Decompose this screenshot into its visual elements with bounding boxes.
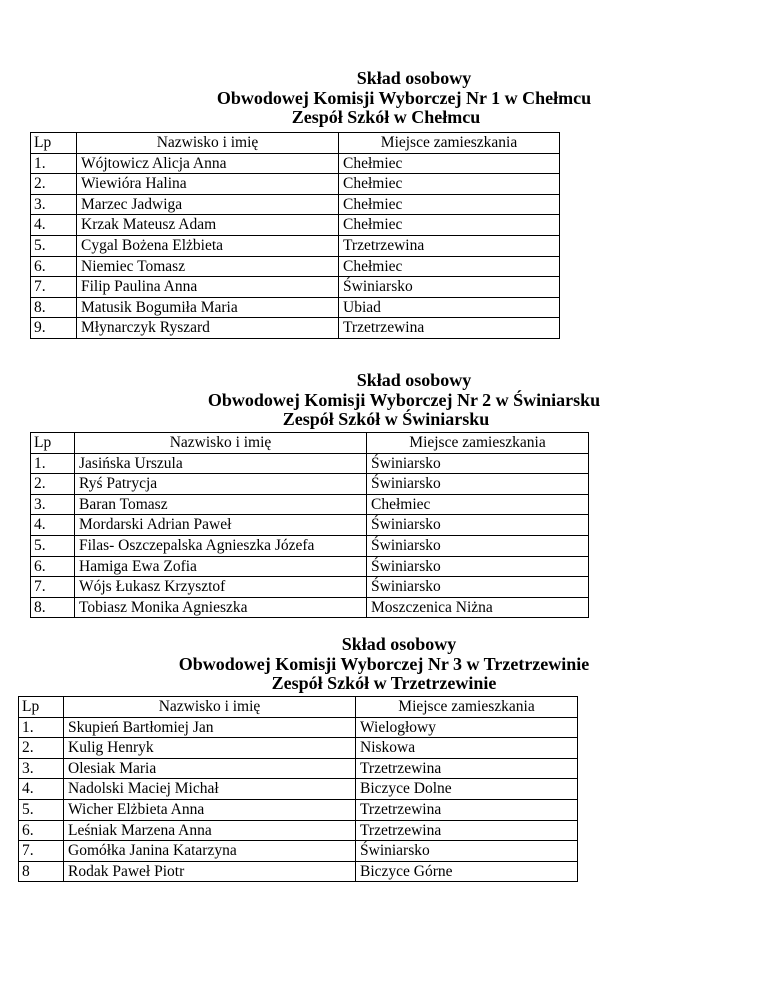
member-name: Tobiasz Monika Agnieszka [75,597,367,618]
row-number: 5. [31,535,75,556]
table-row [31,474,589,495]
table-row [31,318,560,339]
member-residence: Chełmiec [339,215,560,236]
table-row [19,717,578,738]
table-row [31,277,560,298]
row-number: 5. [31,235,77,256]
member-name: Hamiga Ewa Zofia [75,556,367,577]
member-residence: Trzetrzewina [356,758,578,779]
member-name: Rodak Paweł Piotr [64,861,356,882]
table-header-row [31,133,560,154]
column-header-lp: Lp [19,697,64,718]
table-row [31,494,589,515]
member-name: Kulig Henryk [64,738,356,759]
row-number: 6. [31,556,75,577]
member-residence: Trzetrzewina [339,235,560,256]
member-name: Baran Tomasz [75,494,367,515]
row-number: 8. [31,597,75,618]
section-school: Zespół Szkół w Świniarsku [282,409,490,429]
table-row [31,535,589,556]
row-number: 4. [31,215,77,236]
row-number: 8. [31,297,77,318]
row-number: 8 [19,861,64,882]
member-name: Skupień Bartłomiej Jan [64,717,356,738]
member-name: Młynarczyk Ryszard [77,318,339,339]
member-residence: Świniarsko [367,556,589,577]
table-row [31,453,589,474]
column-header-place: Miejsce zamieszkania [356,697,578,718]
column-header-place: Miejsce zamieszkania [339,133,560,154]
table-row [31,556,589,577]
row-number: 6. [19,820,64,841]
member-name: Cygal Bożena Elżbieta [77,235,339,256]
column-header-lp: Lp [31,433,75,454]
table-row [19,779,578,800]
member-name: Wicher Elżbieta Anna [64,799,356,820]
row-number: 4. [19,779,64,800]
table-row [19,861,578,882]
member-residence: Świniarsko [367,453,589,474]
table-row [31,215,560,236]
table-header-row [31,433,589,454]
member-residence: Ubiad [339,297,560,318]
row-number: 7. [31,277,77,298]
table-row [31,597,589,618]
row-number: 9. [31,318,77,339]
table-row [19,841,578,862]
member-residence: Świniarsko [356,841,578,862]
row-number: 4. [31,515,75,536]
row-number: 1. [19,717,64,738]
column-header-name: Nazwisko i imię [64,697,356,718]
section-title: Skład osobowy [341,634,457,654]
row-number: 3. [19,758,64,779]
section-heading [0,634,768,693]
row-number: 7. [31,577,75,598]
table-row [31,515,589,536]
member-residence: Chełmiec [339,174,560,195]
table-row [31,577,589,598]
section-subtitle: Obwodowej Komisji Wyborczej Nr 1 w Chełmcu [216,88,592,108]
section-school: Zespół Szkół w Trzetrzewinie [271,673,497,693]
member-name: Jasińska Urszula [75,453,367,474]
column-header-name: Nazwisko i imię [77,133,339,154]
section-title: Skład osobowy [356,370,472,390]
row-number: 3. [31,494,75,515]
table-row [31,297,560,318]
members-table [30,132,560,339]
member-name: Leśniak Marzena Anna [64,820,356,841]
member-residence: Biczyce Górne [356,861,578,882]
member-residence: Moszczenica Niżna [367,597,589,618]
column-header-lp: Lp [31,133,77,154]
table-row [31,153,560,174]
member-residence: Świniarsko [367,474,589,495]
member-residence: Wielogłowy [356,717,578,738]
member-name: Niemiec Tomasz [77,256,339,277]
member-name: Wójtowicz Alicja Anna [77,153,339,174]
member-residence: Trzetrzewina [356,820,578,841]
table-row [19,799,578,820]
member-name: Marzec Jadwiga [77,194,339,215]
row-number: 1. [31,153,77,174]
member-residence: Chełmiec [339,153,560,174]
row-number: 2. [19,738,64,759]
member-residence: Trzetrzewina [356,799,578,820]
member-residence: Chełmiec [367,494,589,515]
member-name: Gomółka Janina Katarzyna [64,841,356,862]
section-title: Skład osobowy [356,68,472,88]
member-name: Filas- Oszczepalska Agnieszka Józefa [75,535,367,556]
column-header-place: Miejsce zamieszkania [367,433,589,454]
row-number: 3. [31,194,77,215]
member-name: Filip Paulina Anna [77,277,339,298]
member-name: Krzak Mateusz Adam [77,215,339,236]
column-header-name: Nazwisko i imię [75,433,367,454]
member-residence: Trzetrzewina [339,318,560,339]
row-number: 7. [19,841,64,862]
table-header-row [19,697,578,718]
table-row [19,738,578,759]
section-heading [0,68,768,127]
member-name: Matusik Bogumiła Maria [77,297,339,318]
row-number: 5. [19,799,64,820]
section-subtitle: Obwodowej Komisji Wyborczej Nr 3 w Trzetrzewinie [178,654,590,674]
member-name: Wiewióra Halina [77,174,339,195]
table-row [31,256,560,277]
table-row [19,820,578,841]
row-number: 6. [31,256,77,277]
member-name: Olesiak Maria [64,758,356,779]
member-name: Wójs Łukasz Krzysztof [75,577,367,598]
table-row [31,174,560,195]
member-residence: Chełmiec [339,194,560,215]
members-table [30,432,589,618]
row-number: 1. [31,453,75,474]
table-row [31,194,560,215]
member-residence: Świniarsko [367,535,589,556]
member-name: Ryś Patrycja [75,474,367,495]
row-number: 2. [31,474,75,495]
table-row [19,758,578,779]
member-residence: Świniarsko [367,515,589,536]
member-residence: Niskowa [356,738,578,759]
member-residence: Chełmiec [339,256,560,277]
member-name: Nadolski Maciej Michał [64,779,356,800]
table-row [31,235,560,256]
member-residence: Biczyce Dolne [356,779,578,800]
member-residence: Świniarsko [367,577,589,598]
section-heading [0,370,768,429]
row-number: 2. [31,174,77,195]
member-name: Mordarski Adrian Paweł [75,515,367,536]
member-residence: Świniarsko [339,277,560,298]
section-school: Zespół Szkół w Chełmcu [291,107,481,127]
section-subtitle: Obwodowej Komisji Wyborczej Nr 2 w Świniarsku [207,390,601,410]
members-table [18,696,578,882]
